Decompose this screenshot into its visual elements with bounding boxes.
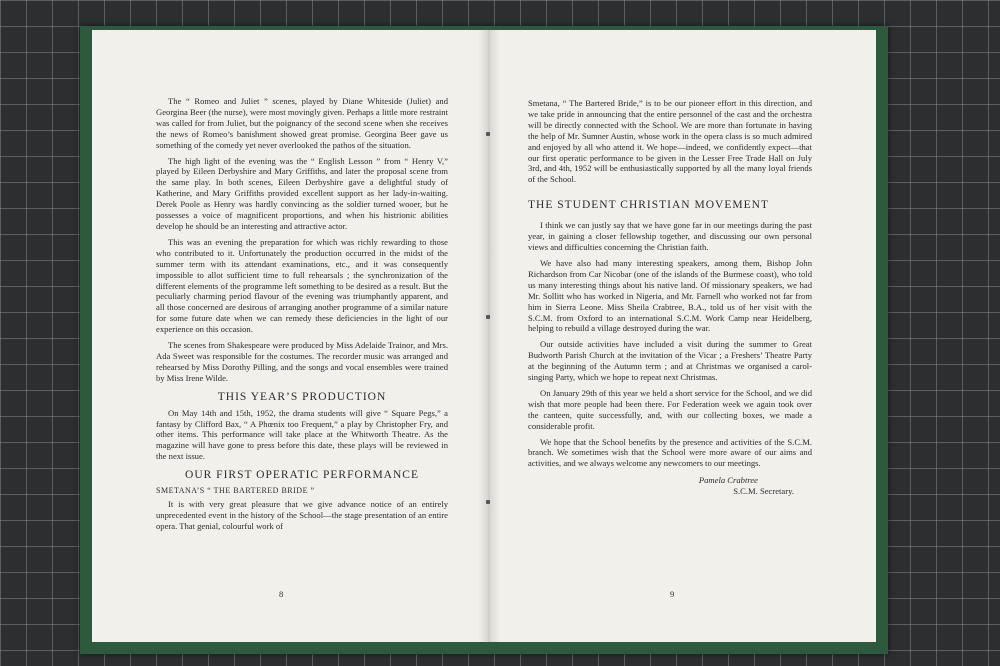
subheading-bartered-bride: SMETANA’S “ THE BARTERED BRIDE ” [156, 486, 315, 496]
paragraph-production: On May 14th and 15th, 1952, the drama students will give “ Square Pegs,” a fantasy by Clifford Bax, “ A Phœnix too Frequent,” a play by Christopher Fry, and other items. This performance will take place at the Whitworth Theatre. As the magazine will have gone to press before this date, these plays will be reviewed in the next issue. [156, 407, 448, 462]
staple-top [486, 132, 490, 136]
heading-this-years-production: THIS YEAR’S PRODUCTION [217, 390, 387, 403]
paragraph-scm-speakers: We have also had many interesting speakers, among them, Bishop John Richardson from Car Nicobar (one of the islands of the Burmese coast), who told us many interesting things about his native land. Of missionary speakers, we had Mr. Sollitt who has worked in Nigeria, and Mr. Farnell who worked not far from him in Sierra Leone. Miss Sheila Crabtree, B.A., told us of her visit with the S.C.M. from Oxford to an international S.C.M. Work Camp near Heidelberg, helping to rebuild a village destroyed during the war. [528, 257, 812, 334]
paragraph-operatic: It is with very great pleasure that we give advance notice of an entirely unprecedented event in the history of the School—the stage presentation of an entire opera. That genial, colourful work of [156, 499, 448, 531]
staple-bottom [486, 500, 490, 504]
paragraph-romeo-juliet: The “ Romeo and Juliet ” scenes, played by Diane Whiteside (Juliet) and Georgina Beer (the nurse), were most movingly given. Perhaps a little more restraint was called for from Juliet, but the poignancy of the second scene when she receives the news of Romeo’s banishment showed great promise. Georgina Beer gave us something of the comedy yet never overlooked the pathos of the situation. [156, 96, 448, 150]
staple-middle [486, 315, 490, 319]
signature-block [528, 475, 794, 497]
paragraph-scm-activities: Our outside activities have included a visit during the summer to Great Budworth Parish Church at the invitation of the Vicar ; a Freshers’ Theatre Party at the beginning of the Autumn term ; and at Christmas we organised a carol-singing Party, which we hope to repeat next Christmas. [528, 339, 812, 383]
page-number-right: 9 [670, 589, 675, 600]
paragraph-scm-meetings: I think we can justly say that we have gone far in our meetings during the past year, in gaining a closer fellowship together, and discussing our own personal views and difficulties concerning the Christian faith. [528, 220, 812, 253]
signature-title: S.C.M. Secretary. [733, 486, 794, 497]
heading-student-christian-movement: THE STUDENT CHRISTIAN MOVEMENT [528, 199, 769, 212]
page-number-left: 8 [279, 589, 284, 600]
signature-name: Pamela Crabtree [698, 475, 758, 486]
paragraph-evening-preparation: This was an evening the preparation for which was richly rewarding to those who contributed to it. Unfortunately the production occurred in the midst of the summer term with its attendant examinations, etc., and it was consequently impossible to allot sufficient time to full rehearsals ; the synchronization of the different elements of the programme left something to be desired as a result. But the peculiarly charming period flavour of the evening was triumphantly apparent, and all those concerned are desirous of arranging another programme of a similar nature for some future date when we can remedy these deficiencies in the light of our experience on this occasion. [156, 236, 448, 335]
left-page [92, 30, 488, 642]
right-page [488, 30, 876, 642]
paragraph-credits: The scenes from Shakespeare were produced by Miss Adelaide Trainor, and Mrs. Ada Sweet was responsible for the costumes. The recorder music was arranged and rehearsed by Miss Dorothy Pilling, and the songs and vocal ensembles were trained by Miss Irene Wilde. [156, 340, 448, 383]
paragraph-english-lesson: The high light of the evening was the “ English Lesson ” from “ Henry V,” played by Eileen Derbyshire and Mary Griffiths, and later the proposal scene from the same play. In both scenes, Eileen Derbyshire gave a delightful study of Katherine, and Mary Griffiths provided excellent support as her lady-in-waiting. Derek Poole as Henry was hardly convincing as the soldier turned wooer, but he possesses a voice of magnificent proportions, and when his histrionic abilities develop he should be an interesting and attractive actor. [156, 155, 448, 231]
paragraph-scm-benefits: We hope that the School benefits by the presence and activities of the S.C.M. branch. We sometimes wish that the School were more aware of our aims and activities, and we always welcome any newcomers to our meetings. [528, 436, 812, 469]
paragraph-continuation: Smetana, “ The Bartered Bride,” is to be our pioneer effort in this direction, and we take pride in announcing that the entire personnel of the cast and the orchestra will be directly connected with the School. We are more than fortunate in having the help of Mr. Sumner Austin, whose work in the opera class is so much admired and enjoyed by all who attend it. We hope—indeed, we confidently expect—that our first operatic performance to be given in the Lesser Free Trade Hall on July 3rd, and 4th, 1952 will be enthusiastically supported by all the many loyal friends of the School. [528, 98, 812, 185]
paragraph-scm-service: On January 29th of this year we held a short service for the School, and we did wish that more people had been there. For Federation week we again took over the canteen, quite successfully, and, with our collecting boxes, we made a considerable profit. [528, 387, 812, 431]
heading-operatic-performance: OUR FIRST OPERATIC PERFORMANCE [185, 469, 419, 482]
